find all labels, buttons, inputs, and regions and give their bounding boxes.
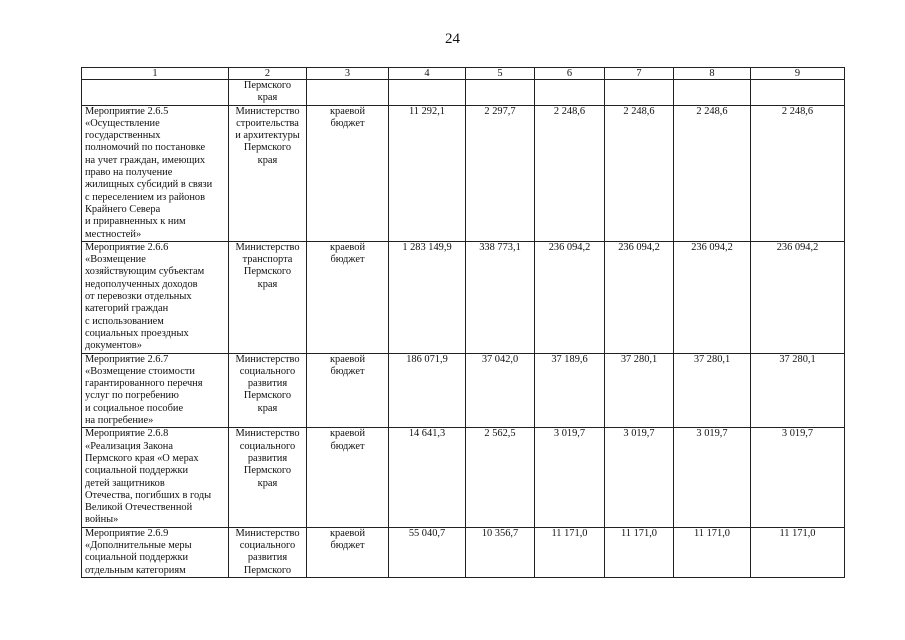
funding-source-cell: краевой бюджет <box>307 241 389 353</box>
amount-cell: 236 094,2 <box>535 241 605 353</box>
funding-source-cell: краевой бюджет <box>307 353 389 428</box>
executor-cell: Министерство социального развития Пермского <box>229 527 307 577</box>
executor-cell: Министерство социального развития Пермского края <box>229 428 307 527</box>
amount-cell: 11 292,1 <box>389 105 466 241</box>
amount-cell: 11 171,0 <box>605 527 674 577</box>
amount-cell: 55 040,7 <box>389 527 466 577</box>
executor-cell: Пермского края <box>229 80 307 106</box>
amount-cell: 2 248,6 <box>535 105 605 241</box>
executor-cell: Министерство транспорта Пермского края <box>229 241 307 353</box>
empty-cell <box>674 80 751 106</box>
amount-cell: 37 280,1 <box>605 353 674 428</box>
column-header: 7 <box>605 68 674 80</box>
measure-name-cell: Мероприятие 2.6.5 «Осуществление государственных полномочий по постановке на учет граждан, имеющих право на получение жилищных субсидий в связи с переселением из районов Крайнего Севера и приравненных к ним местностей» <box>82 105 229 241</box>
amount-cell: 3 019,7 <box>674 428 751 527</box>
table-body <box>82 80 845 578</box>
funding-source-cell: краевой бюджет <box>307 428 389 527</box>
empty-cell <box>751 80 845 106</box>
measure-name-cell: Мероприятие 2.6.9 «Дополнительные меры социальной поддержки отдельным категориям <box>82 527 229 577</box>
table-row <box>82 353 845 428</box>
amount-cell: 186 071,9 <box>389 353 466 428</box>
column-header: 6 <box>535 68 605 80</box>
amount-cell: 14 641,3 <box>389 428 466 527</box>
continuation-row <box>82 80 845 106</box>
amount-cell: 2 248,6 <box>674 105 751 241</box>
budget-table <box>81 67 845 578</box>
empty-cell <box>389 80 466 106</box>
column-header: 1 <box>82 68 229 80</box>
table-row <box>82 241 845 353</box>
funding-source-cell: краевой бюджет <box>307 105 389 241</box>
empty-cell <box>605 80 674 106</box>
page-number: 24 <box>445 31 460 47</box>
amount-cell: 10 356,7 <box>466 527 535 577</box>
amount-cell: 11 171,0 <box>674 527 751 577</box>
amount-cell: 1 283 149,9 <box>389 241 466 353</box>
column-header: 3 <box>307 68 389 80</box>
header-row <box>82 68 845 80</box>
empty-cell <box>466 80 535 106</box>
measure-name-cell: Мероприятие 2.6.7 «Возмещение стоимости гарантированного перечня услуг по погребению и социальное пособие на погребение» <box>82 353 229 428</box>
executor-cell: Министерство строительства и архитектуры Пермского края <box>229 105 307 241</box>
amount-cell: 3 019,7 <box>751 428 845 527</box>
empty-cell <box>535 80 605 106</box>
amount-cell: 37 280,1 <box>674 353 751 428</box>
amount-cell: 236 094,2 <box>751 241 845 353</box>
amount-cell: 3 019,7 <box>605 428 674 527</box>
table-row <box>82 105 845 241</box>
measure-name-cell <box>82 80 229 106</box>
amount-cell: 11 171,0 <box>751 527 845 577</box>
measure-name-cell: Мероприятие 2.6.8 «Реализация Закона Пермского края «О мерах социальной поддержки детей защитников Отечества, погибших в годы Великой Отечественной войны» <box>82 428 229 527</box>
amount-cell: 2 297,7 <box>466 105 535 241</box>
amount-cell: 2 562,5 <box>466 428 535 527</box>
column-header: 4 <box>389 68 466 80</box>
column-header: 5 <box>466 68 535 80</box>
amount-cell: 2 248,6 <box>751 105 845 241</box>
column-header: 9 <box>751 68 845 80</box>
amount-cell: 11 171,0 <box>535 527 605 577</box>
table-row <box>82 428 845 527</box>
funding-source-cell: краевой бюджет <box>307 527 389 577</box>
executor-cell: Министерство социального развития Пермского края <box>229 353 307 428</box>
column-header: 2 <box>229 68 307 80</box>
amount-cell: 236 094,2 <box>605 241 674 353</box>
table-row <box>82 527 845 577</box>
measure-name-cell: Мероприятие 2.6.6 «Возмещение хозяйствующим субъектам недополученных доходов от перевозки отдельных категорий граждан с использованием социальных проездных документов» <box>82 241 229 353</box>
amount-cell: 37 189,6 <box>535 353 605 428</box>
amount-cell: 236 094,2 <box>674 241 751 353</box>
empty-cell <box>307 80 389 106</box>
amount-cell: 3 019,7 <box>535 428 605 527</box>
amount-cell: 37 042,0 <box>466 353 535 428</box>
amount-cell: 2 248,6 <box>605 105 674 241</box>
amount-cell: 37 280,1 <box>751 353 845 428</box>
amount-cell: 338 773,1 <box>466 241 535 353</box>
column-header: 8 <box>674 68 751 80</box>
